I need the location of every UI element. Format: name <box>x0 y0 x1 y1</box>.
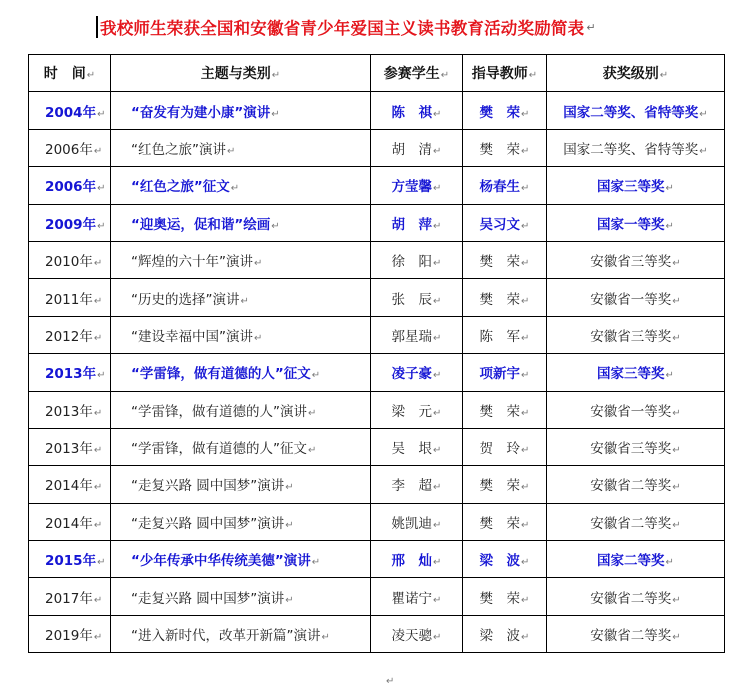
cell-topic: “建设幸福中国”演讲↵ <box>111 316 371 353</box>
cell-topic: “学雷锋，做有道德的人”征文↵ <box>111 428 371 465</box>
cell-teacher: 樊 荣↵ <box>463 241 547 278</box>
cell-award: 国家二等奖↵ <box>547 541 725 578</box>
awards-table <box>28 54 725 653</box>
cell-award: 安徽省三等奖↵ <box>547 316 725 353</box>
cell-year: 2010年↵ <box>29 241 111 278</box>
cell-student: 梁 元↵ <box>371 391 463 428</box>
header-award: 获奖级别↵ <box>547 55 725 92</box>
cell-topic: “走复兴路 圆中国梦”演讲↵ <box>111 578 371 615</box>
cell-year: 2004年↵ <box>29 92 111 129</box>
title-line <box>96 14 596 40</box>
cell-student: 李 超↵ <box>371 466 463 503</box>
header-student: 参赛学生↵ <box>371 55 463 92</box>
cell-teacher: 项新宇↵ <box>463 354 547 391</box>
cell-award: 安徽省二等奖↵ <box>547 466 725 503</box>
cell-student: 胡 清↵ <box>371 129 463 166</box>
cell-topic: “迎奥运，促和谐”绘画↵ <box>111 204 371 241</box>
cell-student: 郭星瑞↵ <box>371 316 463 353</box>
cell-award: 安徽省二等奖↵ <box>547 578 725 615</box>
cell-year: 2019年↵ <box>29 615 111 652</box>
cell-teacher: 贺 玲↵ <box>463 428 547 465</box>
cell-teacher: 樊 荣↵ <box>463 92 547 129</box>
end-paragraph-mark-icon: ↵ <box>386 676 395 687</box>
header-topic: 主题与类别↵ <box>111 55 371 92</box>
table-row <box>29 466 725 503</box>
header-row <box>29 55 725 92</box>
cell-year: 2013年↵ <box>29 428 111 465</box>
cell-year: 2013年↵ <box>29 391 111 428</box>
paragraph-mark-icon: ↵ <box>586 20 596 34</box>
cell-award: 国家三等奖↵ <box>547 167 725 204</box>
cell-award: 国家二等奖、省特等奖↵ <box>547 129 725 166</box>
cell-topic: “走复兴路 圆中国梦”演讲↵ <box>111 503 371 540</box>
cell-student: 凌子豪↵ <box>371 354 463 391</box>
cell-topic: “少年传承中华传统美德”演讲↵ <box>111 541 371 578</box>
cell-award: 国家二等奖、省特等奖↵ <box>547 92 725 129</box>
cell-student: 方莹馨↵ <box>371 167 463 204</box>
cell-teacher: 樊 荣↵ <box>463 129 547 166</box>
table-row <box>29 428 725 465</box>
table-row <box>29 92 725 129</box>
cell-year: 2015年↵ <box>29 541 111 578</box>
document-title: 我校师生荣获全国和安徽省青少年爱国主义读书教育活动奖励简表 <box>100 19 585 38</box>
cell-student: 吴 垠↵ <box>371 428 463 465</box>
cell-topic: “学雷锋，做有道德的人”演讲↵ <box>111 391 371 428</box>
header-teacher: 指导教师↵ <box>463 55 547 92</box>
cell-topic: “走复兴路 圆中国梦”演讲↵ <box>111 466 371 503</box>
cell-award: 国家三等奖↵ <box>547 354 725 391</box>
cell-year: 2011年↵ <box>29 279 111 316</box>
table-row <box>29 391 725 428</box>
cell-teacher: 梁 波↵ <box>463 615 547 652</box>
cell-topic: “辉煌的六十年”演讲↵ <box>111 241 371 278</box>
cell-student: 胡 萍↵ <box>371 204 463 241</box>
text-cursor <box>96 16 98 38</box>
cell-teacher: 杨春生↵ <box>463 167 547 204</box>
cell-teacher: 樊 荣↵ <box>463 503 547 540</box>
cell-year: 2017年↵ <box>29 578 111 615</box>
cell-year: 2006年↵ <box>29 167 111 204</box>
cell-topic: “进入新时代，改革开新篇”演讲↵ <box>111 615 371 652</box>
cell-topic: “奋发有为建小康”演讲↵ <box>111 92 371 129</box>
table-row <box>29 167 725 204</box>
cell-topic: “红色之旅”演讲↵ <box>111 129 371 166</box>
cell-year: 2013年↵ <box>29 354 111 391</box>
cell-teacher: 梁 波↵ <box>463 541 547 578</box>
cell-award: 安徽省一等奖↵ <box>547 391 725 428</box>
cell-topic: “历史的选择”演讲↵ <box>111 279 371 316</box>
cell-teacher: 樊 荣↵ <box>463 578 547 615</box>
cell-teacher: 樊 荣↵ <box>463 466 547 503</box>
cell-teacher: 樊 荣↵ <box>463 279 547 316</box>
cell-student: 邢 灿↵ <box>371 541 463 578</box>
cell-teacher: 陈 军↵ <box>463 316 547 353</box>
table-row <box>29 316 725 353</box>
table-row <box>29 615 725 652</box>
cell-teacher: 樊 荣↵ <box>463 391 547 428</box>
cell-award: 安徽省一等奖↵ <box>547 279 725 316</box>
header-time: 时 间↵ <box>29 55 111 92</box>
table-row <box>29 279 725 316</box>
cell-student: 凌天骢↵ <box>371 615 463 652</box>
table-row <box>29 578 725 615</box>
cell-award: 国家一等奖↵ <box>547 204 725 241</box>
cell-year: 2014年↵ <box>29 503 111 540</box>
cell-topic: “学雷锋，做有道德的人”征文↵ <box>111 354 371 391</box>
table-row <box>29 129 725 166</box>
cell-teacher: 吴习文↵ <box>463 204 547 241</box>
cell-student: 瞿诺宁↵ <box>371 578 463 615</box>
cell-award: 安徽省三等奖↵ <box>547 428 725 465</box>
table-row <box>29 204 725 241</box>
cell-student: 徐 阳↵ <box>371 241 463 278</box>
cell-year: 2012年↵ <box>29 316 111 353</box>
cell-year: 2006年↵ <box>29 129 111 166</box>
table-row <box>29 354 725 391</box>
cell-award: 安徽省二等奖↵ <box>547 503 725 540</box>
cell-student: 张 辰↵ <box>371 279 463 316</box>
table-row <box>29 241 725 278</box>
cell-award: 安徽省三等奖↵ <box>547 241 725 278</box>
cell-topic: “红色之旅”征文↵ <box>111 167 371 204</box>
cell-year: 2009年↵ <box>29 204 111 241</box>
cell-award: 安徽省二等奖↵ <box>547 615 725 652</box>
cell-student: 陈 祺↵ <box>371 92 463 129</box>
table-row <box>29 503 725 540</box>
cell-student: 姚凯迪↵ <box>371 503 463 540</box>
cell-year: 2014年↵ <box>29 466 111 503</box>
table-row <box>29 541 725 578</box>
